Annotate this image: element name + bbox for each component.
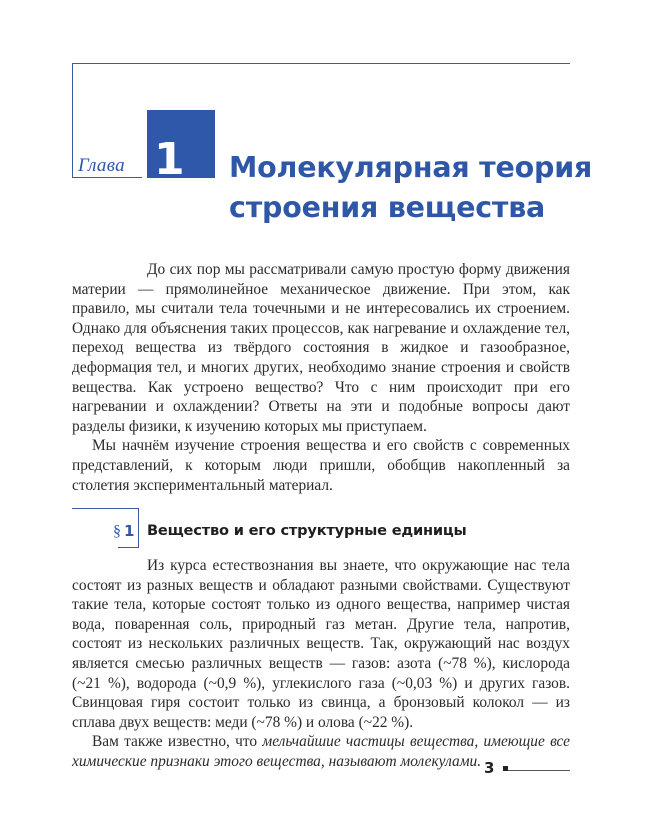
section-symbol: § <box>113 523 121 540</box>
chapter-title-line-2: строения вещества <box>229 191 546 224</box>
intro-paragraph-1: До сих пор мы рассматривали самую простую форму движения материи — прямолинейное механическое движение. При этом, как правило, мы считали тела точечными и не интересовались их строением. Однако для объяснения таких процессов, как нагревание и охлаждение тел, переход вещества из твёрдого состояния в жидкое и газообразное, деформация тел, и многих других, необходимо знание строения и свойств вещества. Как устроено вещество? Что с ним происходит при его нагревании и охлаждении? Ответы на эти и подобные вопросы дают разделы физики, к изучению которых мы приступаем. <box>72 261 570 435</box>
chapter-frame-left-rule <box>72 63 73 178</box>
section-paragraph-2 <box>72 732 570 771</box>
section-frame-right-rule <box>138 508 139 548</box>
chapter-number-box <box>147 110 215 185</box>
page-number: 3 <box>484 759 495 777</box>
chapter-label: Глава <box>78 155 125 176</box>
section-frame-bottom-rule <box>118 547 138 548</box>
section-number: 1 <box>124 522 135 540</box>
section-title: Вещество и его структурные единицы <box>147 522 467 539</box>
molecule-definition: мельчайшие частицы вещества, имеющие все химические признаки этого вещества, называют молекулами. <box>72 733 571 770</box>
section-body <box>72 556 570 772</box>
section-frame-top-rule <box>72 508 138 509</box>
chapter-frame-top-rule <box>72 63 570 64</box>
chapter-label-underline <box>72 177 142 178</box>
section-paragraph-1: Из курса естествознания вы знаете, что окружающие нас тела состоят из разных веществ и обладают разными свойствами. Существуют такие тела, которые состоят только из одного вещества, например чистая вода, поваренная соль, природный газ метан. Другие тела, напротив, состоят из нескольких различных веществ. Так, окружающий нас воздух является смесью различных веществ — газов: азота (~78 %), кислорода (~21 %), водорода (~0,9 %), углекислого газа (~0,03 %) и других газов. Свинцовая гиря состоит только из свинца, а бронзовый колокол — из сплава двух веществ: меди (~78 %) и олова (~22 %). <box>72 557 570 731</box>
chapter-number: 1 <box>154 134 185 185</box>
chapter-title-line-1: Молекулярная теория <box>229 151 593 184</box>
footer-rule <box>508 770 570 771</box>
intro-paragraph-2: Мы начнём изучение строения вещества и его свойств с современных представлений, к которым люди пришли, обобщив накопленный за столетия экспериментальный материал. <box>72 437 570 494</box>
section-paragraph-2-lead: Вам также известно, что <box>92 733 263 751</box>
chapter-title <box>229 148 592 228</box>
chapter-intro <box>72 260 570 495</box>
